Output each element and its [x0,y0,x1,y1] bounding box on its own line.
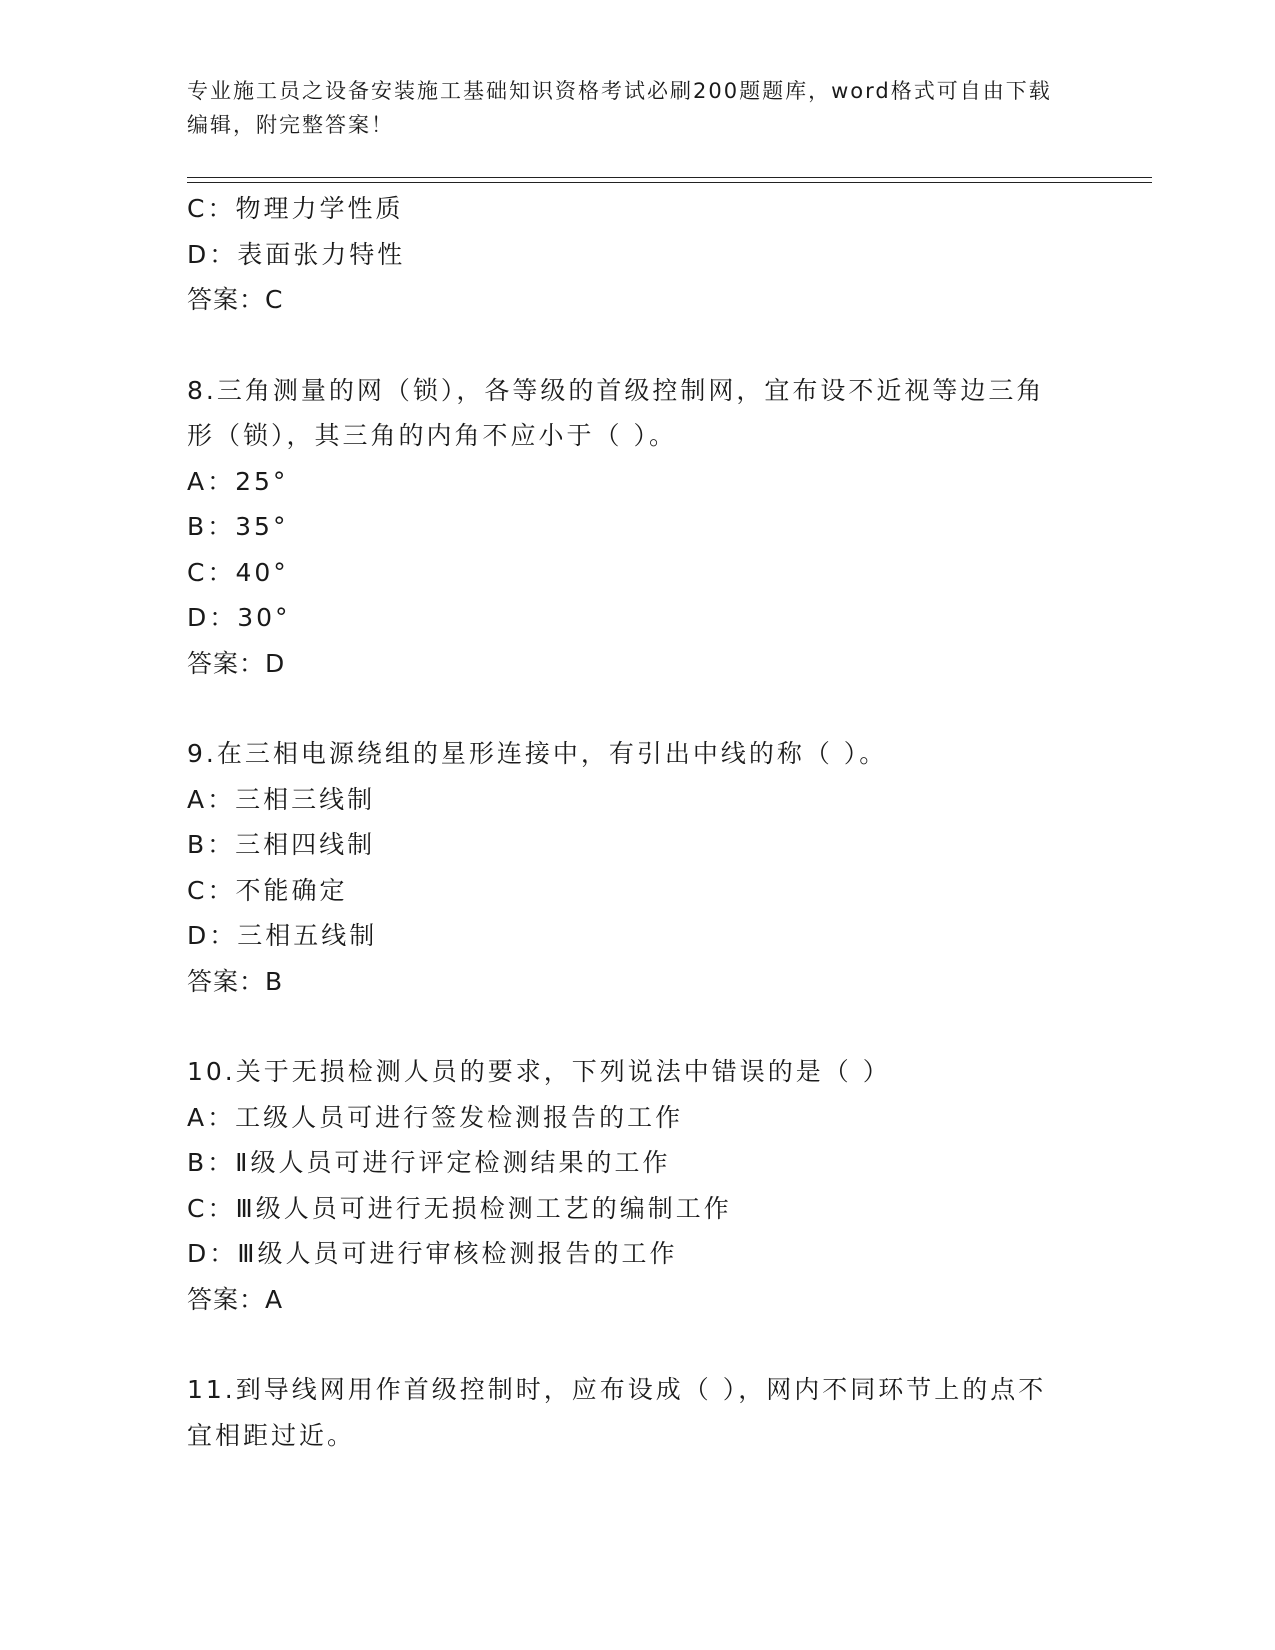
option-d: D：Ⅲ级人员可进行审核检测报告的工作 [187,1239,678,1268]
option-a: A：工级人员可进行签发检测报告的工作 [187,1102,684,1132]
option-c: C：不能确定 [187,875,348,905]
option-b: B：35° [187,512,289,541]
header-divider-top [187,177,1152,178]
question-stem: 9.在三相电源绕组的星形连接中，有引出中线的称（ ）。 [187,739,888,768]
header-title: 专业施工员之设备安装施工基础知识资格考试必刷200题题库，word格式可自由下载编辑，附完整答案！ [187,79,1052,137]
option-c: C：40° [187,557,289,587]
option-d: D：表面张力特性 [187,239,406,269]
spacer [187,1322,1087,1367]
option-d: D：三相五线制 [187,921,378,950]
question-stem: 8.三角测量的网（锁），各等级的首级控制网，宜布设不近视等边三角形（锁），其三角的内角不应小于（ ）。 [187,375,1045,450]
answer-line: 答案：C [187,285,284,314]
header-divider-bottom [187,182,1152,183]
question-fragment [187,186,1087,323]
option-b: B：三相四线制 [187,830,376,859]
spacer [187,1004,1087,1049]
spacer [187,323,1087,368]
answer-line: 答案：A [187,1284,284,1314]
option-c: C：Ⅲ级人员可进行无损检测工艺的编制工作 [187,1193,732,1223]
question-11 [187,1367,1087,1458]
document-header [187,74,1067,142]
option-d: D：30° [187,603,291,632]
option-c: C：物理力学性质 [187,194,404,223]
question-8 [187,368,1087,687]
question-10 [187,1049,1087,1322]
question-list [187,186,1087,1458]
option-a: A：三相三线制 [187,784,376,814]
question-9 [187,731,1087,1004]
question-stem: 10.关于无损检测人员的要求，下列说法中错误的是（ ） [187,1057,891,1086]
option-b: B：Ⅱ级人员可进行评定检测结果的工作 [187,1148,671,1177]
answer-line: 答案：D [187,648,286,678]
question-stem: 11.到导线网用作首级控制时，应布设成（ ），网内不同环节上的点不宜相距过近。 [187,1375,1047,1450]
option-a: A：25° [187,466,289,496]
answer-line: 答案：B [187,966,284,996]
spacer [187,686,1087,731]
